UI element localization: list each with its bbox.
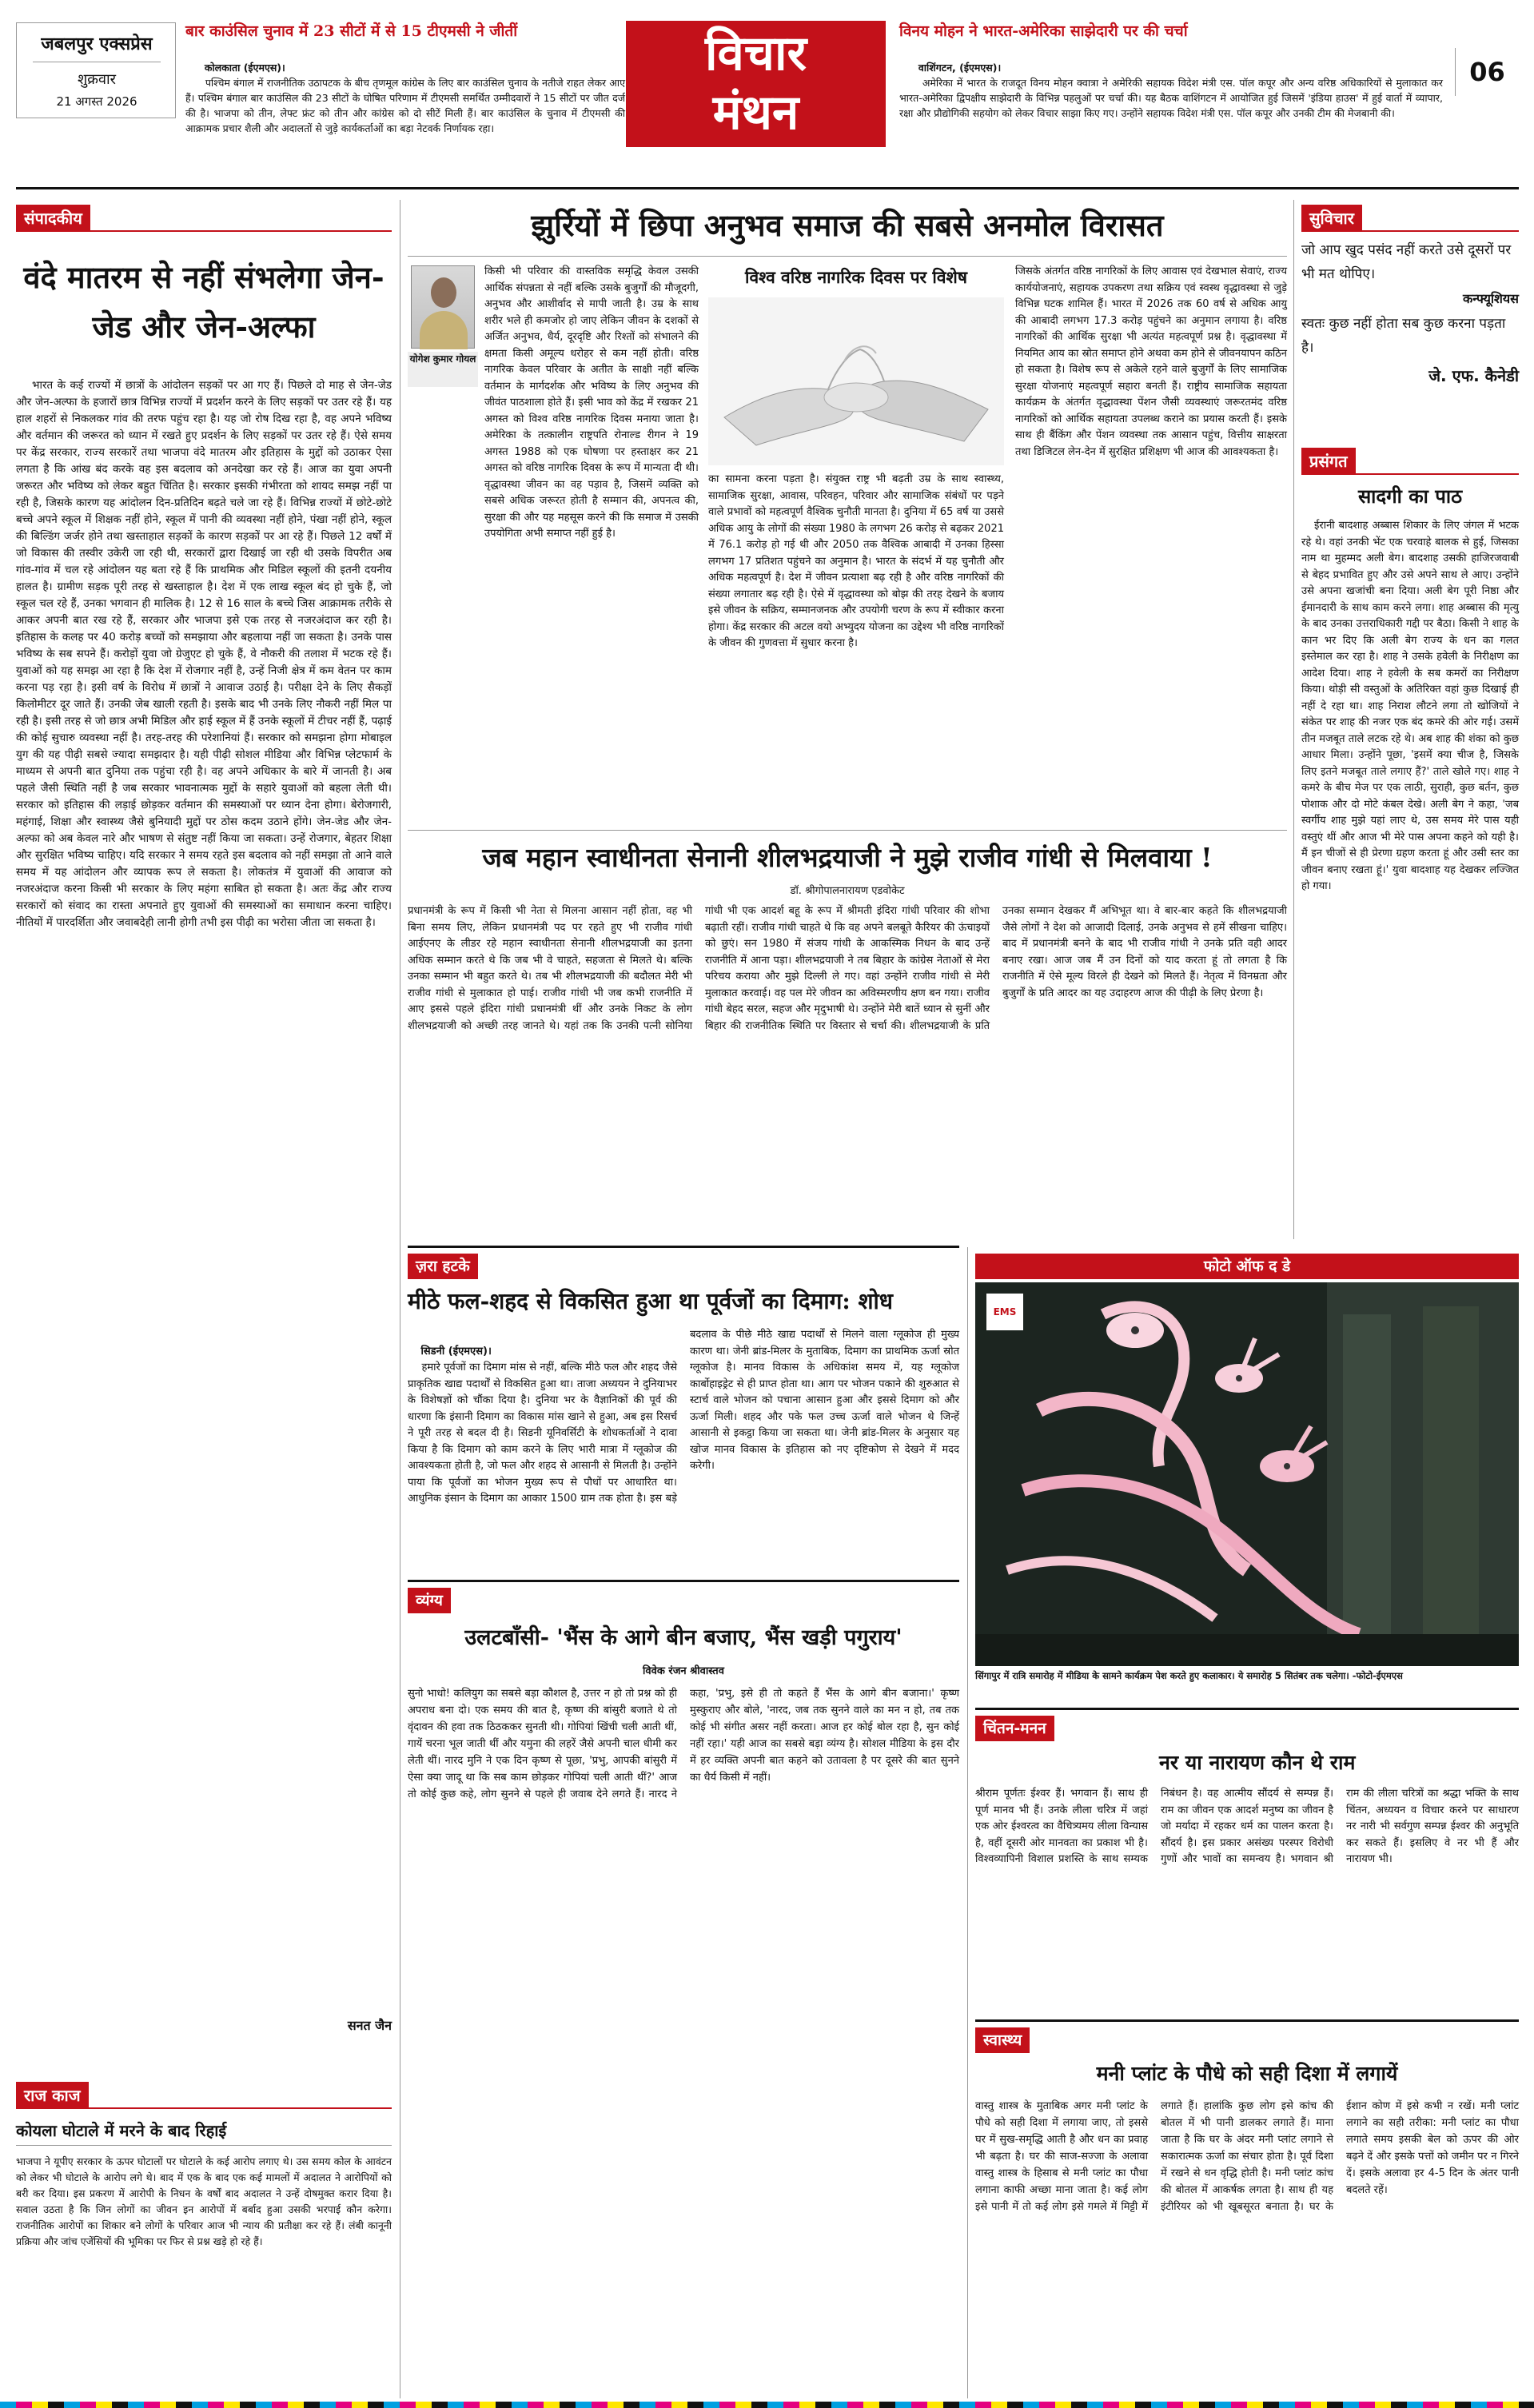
vyangya-label: व्यंग्य (408, 1588, 451, 1613)
color-registration-bar (0, 2402, 1534, 2408)
raj-kaaj-body: भाजपा ने यूपीए सरकार के ऊपर घोटालों पर घोटाले के कई आरोप लगाए थे। उस समय कोल के आवंटन को लेकर भी घोटाले के आरोप लगे थे। बाद में एक के बाद एक कई मामलों में अदालत ने आरोपियों को बरी कर दिया। इस प्रकरण में आरोपी के निधन के वर्षों बाद अदालत ने उन्हें दोषमुक्त करार दिया है। सवाल उठता है कि जिन लोगों का जीवन इन आरोपों में बर्बाद हुआ उसकी भरपाई कौन करेगा। राजनीतिक आरोपों का शिकार बने लोगों के परिवार आज भी न्याय की प्रतीक्षा कर रहे हैं। लंबी कानूनी प्रक्रिया और जांच एजेंसियों की भूमिका पर फिर से प्रश्न खड़े हो रहे हैं। (16, 2155, 395, 2247)
jara-hatke-text: हमारे पूर्वजों का दिमाग मांस से नहीं, बल्कि मीठे फल और शहद जैसे प्राकृतिक खाद्य पदार्थों से विकसित हुआ था। ताजा अध्ययन ने दुनियाभर के विशेषज्ञों को चौंका दिया है। दुनिया भर के वैज्ञानिकों की पूर्व की धारणा कि इंसानी दिमाग का विकास मांस खाने से हुआ, अब इस रिसर्च ने पूरी तरह से बदल दी है। सिडनी यूनिवर्सिटी के शोधकर्ताओं ने दावा किया है कि दिमाग को काम करने के लिए भारी मात्रा में ग्लूकोज की आवश्यकता होती है, जो फल और शहद से आसानी से मिलती है। उन्होंने पाया कि पूर्वजों का भोजन मुख्य रूप से पौधों पर आधारित था। आधुनिक इंसान के दिमाग का आकार 1500 ग्राम तक होता है। इस बड़े बदलाव के पीछे मीठे खाद्य पदार्थों से मिलने वाला ग्लूकोज ही मुख्य कारण था। जेनी ब्रांड-मिलर के मुताबिक, दिमाग का प्राथमिक ऊर्जा स्रोत ग्लूकोज है। मानव विकास के अधिकांश समय में, यह ग्लूकोज कार्बोहाइड्रेट से ही प्राप्त होता था। आग पर भोजन पकाने की शुरुआत से स्टार्च वाले भोजन को पचाना आसान हुआ और इससे दिमाग को और ऊर्जा मिली। शहद और पके फल उच्च ऊर्जा वाले भोजन थे जिन्हें आसानी से इकट्ठा किया जा सकता था। जेनी ब्रांड-मिलर के अनुसार यह खोज मानव विकास के इतिहास को नए दृष्टिकोण से देखने में मदद करेगी। (408, 1329, 963, 1505)
light-sculpture-image (975, 1282, 1519, 1666)
memoir-body: प्रधानमंत्री के रूप में किसी भी नेता से मिलना आसान नहीं होता, वह भी बिना समय लिए, लेकिन प्रधानमंत्री पद पर रहते हुए भी राजीव गांधी आईएनए के लीडर रहे महान स्वाधीनता सेनानी शीलभद्रयाजी का इतना अधिक सम्मान करते थे कि जब भी वे चाहते, सहजता से मिलते थे। बल्कि उनका सम्मान भी बहुत करते थे। तब भी शीलभद्रयाजी की बदौलत मेरी भी राजीव गांधी से मुलाकात हो पाई। राजीव गांधी भी जब कभी राजनीति में आए इससे पहले इंदिरा गांधी प्रधानमंत्री थीं और उनके निकट के लोग शीलभद्रयाजी को अच्छी तरह जानते थे। यहां तक कि उनकी पत्नी सोनिया गांधी भी एक आदर्श बहू के रूप में श्रीमती इंदिरा गांधी परिवार की शोभा बढ़ाती रहीं। राजीव गांधी चाहते थे कि वह अपने बलबूते कैरियर की ऊंचाइयों को छुएं। सन 1980 में संजय गांधी के आकस्मिक निधन के बाद उन्हें राजनीति में आना पड़ा। शीलभद्रयाजी ने तब बिहार के कांग्रेस नेताओं से मेरा परिचय कराया और मुझे दिल्ली ले गए। वहां उन्होंने राजीव गांधी से मेरी मुलाकात करवाई। वह पल मेरे जीवन का अविस्मरणीय क्षण बन गया। राजीव गांधी बेहद सरल, सहज और मृदुभाषी थे। उन्होंने मेरी बातें ध्यान से सुनीं और बिहार की राजनीतिक स्थिति पर विस्तार से चर्चा की। शीलभद्रयाजी के प्रति उनका सम्मान देखकर मैं अभिभूत था। वे बार-बार कहते कि शीलभद्रयाजी जैसे लोगों ने देश को आजादी दिलाई, उनके अनुभव से हमें सीखना चाहिए। बाद में प्रधानमंत्री बनने के बाद भी राजीव गांधी ने उनके प्रति वही आदर बनाए रखा। आज जब मैं उन दिनों को याद करता हूं तो लगता है कि राजनीति में ऐसे मूल्य विरले ही देखने को मिलते हैं। नेतृत्व में विनम्रता और बुजुर्गों के प्रति आदर का यह उदाहरण आज की पीढ़ी के लिए प्रेरणा है। (408, 905, 1291, 1032)
author-shoulders (420, 311, 468, 349)
vyangya-author: विवेक रंजन श्रीवास्तव (643, 1665, 724, 1677)
right-brief-title: विनय मोहन ने भारत-अमेरिका साझेदारी पर की चर्चा (899, 22, 1188, 40)
photo-caption: सिंगापुर में रात्रि समारोह में मीडिया के सामने कार्यक्रम पेश करते हुए कलाकार। ये समारोह 5 सितंबर तक चलेगा। -फोटो-ईएमएस (975, 1670, 1403, 1681)
right-brief-dateline: वाशिंगटन, (ईएमएस)। (918, 62, 1002, 74)
photo-label: फोटो ऑफ द डे (1203, 1258, 1291, 1275)
section-title-line2: मंथन (712, 85, 799, 141)
suvichar-quote1: जो आप खुद पसंद नहीं करते उसे दूसरों पर भी मत थोपिए। (1301, 242, 1512, 282)
swasthya-body: वास्तु शास्त्र के मुताबिक अगर मनी प्लांट के पौधे को सही दिशा में लगाया जाए, तो इससे घर में सुख-समृद्धि आती है और धन का प्रवाह भी बढ़ता है। घर की साज-सज्जा के अलावा वास्तु शास्त्र के हिसाब से मनी प्लांट का पौधा लगाना काफी अच्छा माना जाता है। कई लोग इसे पानी में तो कई लोग इसे गमले में मिट्टी में लगाते हैं। हालांकि कुछ लोग इसे कांच की बोतल में भी पानी डालकर लगाते हैं। माना जाता है कि घर के अंदर मनी प्लांट लगाने से सकारात्मक ऊर्जा का संचार होता है। पूर्व दिशा में रखने से धन वृद्धि होती है। मनी प्लांट कांच की बोतल में आकर्षक लगता है। साथ ही यह इंटीरियर को भी खूबसूरत बनाता है। घर के ईशान कोण में इसे कभी न रखें। मनी प्लांट लगाने का सही तरीका: मनी प्लांट का पौधा लगाते समय इसकी बेल को ऊपर की ओर बढ़ने दें और इसके पत्तों को जमीन पर न गिरने दें। इसके अलावा हर 4-5 दिन के अंतर पानी बदलते रहें। (975, 2100, 1523, 2213)
prasangat-body: ईरानी बादशाह अब्बास शिकार के लिए जंगल में भटक रहे थे। वहां उनकी भेंट एक चरवाहे बालक से हुई, जिसका नाम था मुहम्मद अली बेग। बादशाह उसकी हाजिरजवाबी से बेहद प्रभावित हुए और उसे अपने साथ ले आए। उन्होंने उसे अपना खजांची बना दिया। अली बेग पूरी निष्ठा और ईमानदारी के साथ काम करने लगा। शाह अब्बास की मृत्यु के बाद उनका उत्तराधिकारी गद्दी पर बैठा। किसी ने शाह के कान भर दिए कि अली बेग राज्य के धन का गलत इस्तेमाल कर रहा है। शाह ने उसके हवेली के निरीक्षण का आदेश दिया। शाह ने हवेली के सब कमरों का निरीक्षण किया। थोड़ी सी वस्तुओं के अतिरिक्त वहां कुछ दिखाई ही नहीं दे रहा था। शाह निराश लौटने लगा तो खोजियों ने संकेत पर शाह की नजर एक बंद कमरे की ओर गई। उसमें तीन मजबूत ताले लटक रहे थे। अब शाह की शंका को कुछ आधार मिला। उन्होंने पूछा, 'इसमें क्या चीज है, जिसके लिए इतने मजबूत ताले लगाए हैं?' ताले खोले गए। शाह ने कमरे के बीच मेज पर एक लाठी, सुराही, कुछ बर्तन, कुछ पोशाक और दो मोटे कंबल देखे। अली बेग ने कहा, 'जब स्वर्गीय शाह मुझे यहां लाए थे, उस समय मेरे पास यही वस्तुएं थीं और आज भी मेरे पास अपना कहने को यही है। मैं इन चीजों से ही प्रेरणा ग्रहण करता हूं और उसी स्तर का जीवन बनाए रखता हूं।' युवा बादशाह यह देखकर लज्जित हो गया। (1301, 520, 1523, 892)
issue-date: 21 अगस्त 2026 (56, 94, 137, 109)
lead-author: योगेश कुमार गोयल (408, 352, 478, 387)
right-brief (899, 21, 1446, 133)
left-brief-dateline: कोलकाता (ईएमएस)। (204, 62, 285, 74)
memoir-title: जब महान स्वाधीनता सेनानी शीलभद्रयाजी ने मुझे राजीव गांधी से मिलवाया ! (482, 842, 1213, 873)
lead-article (408, 200, 1291, 823)
masthead (0, 0, 1534, 144)
vyangya-body: सुनो भाधो! कलियुग का सबसे बड़ा कौशल है, उत्तर न हो तो प्रश्न को ही अपराध बना दो। एक समय की बात है, कृष्ण की बांसुरी बजाते थे तो वृंदावन की हवा तक ठिठककर सुनती थी। गोपियां खिंची चली आती थीं, गायें चरना भूल जाती थीं और यमुना की लहरें जैसे अपनी चाल धीमी कर लेती थीं। नारद मुनि ने एक दिन कृष्ण से पूछा, 'प्रभु, आपकी बांसुरी में ऐसा क्या जादू था कि सब काम छोड़कर गोपियां चली आती थीं?' आज तो कोई कुछ कहे, लोग सुनने से पहले ही जवाब देने लगते हैं। नारद ने कहा, 'प्रभु, इसे ही तो कहते हैं भैंस के आगे बीन बजाना।' कृष्ण मुस्कुराए और बोले, 'नारद, जब तक सुनने वाले का मन न हो, तब तक कोई भी संगीत असर नहीं करता। आज हर कोई बोल रहा है, सुन कोई नहीं रहा।' यही आज का सबसे बड़ा व्यंग्य है। सोशल मीडिया के इस दौर में हर व्यक्ति अपनी बात कहने को उतावला है पर दूसरे की बात सुनने का धैर्य किसी में नहीं। (408, 1688, 963, 1800)
jara-hatke-label: ज़रा हटके (408, 1254, 478, 1279)
editorial-label-bar (16, 205, 392, 232)
masthead-rule (16, 187, 1519, 189)
photo-of-day (975, 1254, 1519, 1701)
author-photo (411, 265, 475, 349)
paper-name: जबलपुर एक्सप्रेस (41, 34, 153, 54)
jara-hatke-article (408, 1254, 963, 1573)
section-banner (626, 21, 886, 147)
raj-kaaj-title: कोयला घोटाले में मरने के बाद रिहाई (16, 2117, 392, 2146)
photo-badge: EMS (986, 1294, 1023, 1330)
suvichar-author1: कन्फ्यूशियस (1462, 291, 1519, 306)
left-brief-title: बार काउंसिल चुनाव में 23 सीटों में से 15 टीएमसी ने जीतीं (185, 22, 518, 40)
raj-kaaj-section (16, 2082, 395, 2402)
left-brief (185, 21, 625, 133)
prasangat-label: प्रसंगत (1301, 448, 1356, 475)
page-number: 06 (1455, 48, 1519, 96)
lead-col2: का सामना करना पड़ता है। संयुक्त राष्ट्र भी बढ़ती उम्र के साथ स्वास्थ्य, सामाजिक सुरक्षा, आवास, परिवहन, परिवार और सामाजिक संबंधों पर पड़ने वाले प्रभावों को महत्वपूर्ण वैश्विक चुनौती मानता है। दुनिया में 65 वर्ष या उससे अधिक आयु के लोगों की संख्या 1980 के लगभग 26 करोड़ से बढ़कर 2021 में 76.1 करोड़ हो गई थी और 2050 तक वैश्विक आबादी में उनका हिस्सा लगभग 17 प्रतिशत पहुंचने का अनुमान है। भारत के संदर्भ में यह चुनौती और अधिक महत्वपूर्ण है। देश में जीवन प्रत्याशा बढ़ रही है और वरिष्ठ नागरिकों की संख्या लगातार बढ़ रही है। ऐसे में वृद्धावस्था को बोझ की तरह देखने के बजाय इसे जीवन के सक्रिय, सम्मानजनक और उपयोगी चरण के रूप में स्वीकार करना होगा। केंद्र सरकार की अटल वयो अभ्युदय योजना का उद्देश्य भी वरिष्ठ नागरिकों के जीवन की गुणवत्ता में सुधार करना है। (708, 473, 1008, 649)
editorial-title: वंदे मातरम से नहीं संभलेगा जेन-जेड और जेन-अल्फा (23, 259, 384, 345)
paper-name-box (16, 22, 176, 118)
suvichar-section (1301, 200, 1519, 440)
right-brief-text: अमेरिका में भारत के राजदूत विनय मोहन क्वात्रा ने अमेरिकी सहायक विदेश मंत्री एस. पॉल कपूर और अन्य वरिष्ठ अधिकारियों से मुलाकात कर भारत-अमेरिका द्विपक्षीय साझेदारी के विभिन्न पहलुओं पर चर्चा की। यह बैठक वाशिंगटन में आयोजित हुई जिसमें 'इंडिया हाउस' में हुई वार्ता में व्यापार, रक्षा और प्रौद्योगिकी सहयोग को लेकर विचार साझा किए गए। उन्होंने सहायक विदेश मंत्री एस. पॉल कपूर और उनकी टीम की मेजबानी की। (899, 77, 1446, 119)
suvichar-author2: जे. एफ. कैनेडी (1428, 366, 1519, 385)
lead-title: झुर्रियों में छिपा अनुभव समाज की सबसे अनमोल विरासत (531, 207, 1164, 243)
jara-hatke-body (408, 1327, 963, 1572)
editorial-author: सनत जैन (347, 2018, 392, 2033)
editorial-body: भारत के कई राज्यों में छात्रों के आंदोलन सड़कों पर आ गए हैं। पिछले दो माह से जेन-जेड और जेन-अल्फा के हजारों छात्र विभिन्न राज्यों में प्रदर्शन करने के लिए सड़कों पर उतर रहे हैं। यह हाल शहरों से निकलकर गांव की तरफ पहुंच रहा है। यह जो रोष दिख रहा है, वह अपने भविष्य और वर्तमान की जरूरत को ध्यान में रखते हुए प्रदर्शन के लिए सड़कों पर उतर रहे हैं। ऐसे समय पर केंद्र सरकार, राज्य सरकारें तथा भाजपा वंदे मातरम और इतिहास के मुद्दों को उठाकर ऐसा लगता है कि आंख बंद करके वह इस बदलाव को अनदेखा कर रहे हैं। आज का युवा अपनी जरूरत और भविष्य को लेकर बहुत चिंतित है। सरकार इसकी गंभीरता को शायद समझ नहीं पा रही है, जिसके कारण यह आंदोलन दिन-प्रतिदिन बढ़ते चले जा रहे हैं। विभिन्न राज्यों में छोटे-छोटे बच्चे अपने स्कूल में शिक्षक नहीं होने, स्कूल में पानी की व्यवस्था नहीं होने, पंखा नहीं होने, स्कूल की बिल्डिंग जर्जर होने तथा खस्ताहाल सड़कों के कारण सड़कों पर आ रहे हैं। पिछले 12 वर्षों में जो विकास की तस्वीर उकेरी जा रही थी, सरकारों द्वारा दिखाई जा रही थी उसके विपरीत अब गांव-गांव में चल रहे आंदोलन यह बता रहे हैं कि प्राथमिक और मिडिल स्कूलों की इतनी दयनीय हालत है। ग्रामीण सड़क पूरी तरह से खस्ताहाल है। देश में एक लाख स्कूल बंद हो चुके हैं, जो स्कूल चल रहे हैं, उनका भगवान ही मालिक है। 12 से 16 साल के बच्चे जिस आक्रामक तरीके से आकर अपनी बात रख रहे हैं, सरकार और भाजपा इसे एक तरह से नजरअंदाज कर रही है। इतिहास के कलह पर 40 करोड़ बच्चों को समझाया और बहलाया नहीं जा सकता है। उनके पास भविष्य के सब सपने हैं। करोड़ों युवा जो ग्रेजुएट हो चुके हैं, वे नौकरी की तलाश में भटक रहे हैं। युवाओं को यह समझ आ रहा है कि देश में रोजगार नहीं है, उन्हें निजी क्षेत्र में कम वेतन पर काम करना पड़ रहा है। इसी वर्ष के विरोध में छात्रों ने आवाज उठाई है। परीक्षा देने के लिए सैकड़ों किलोमीटर दूर जाते हैं। उनकी जेब खाली रहती है। इसके बाद भी उनके लिए नौकरी नहीं मिल पा रही है। इसी तरह से जो छात्र अभी मिडिल और हाई स्कूल में हैं उनके स्कूलों में टीचर नहीं हैं, पढ़ाई की कोई सुचारु व्यवस्था नहीं है। तरह-तरह की परेशानियां हैं। सरकार को समझना होगा मोबाइल युग की यह पीढ़ी सबसे ज्यादा समझदार है। यही पीढ़ी सोशल मीडिया और विभिन्न प्लेटफार्म के माध्यम से अपनी बात दुनिया तक पहुंचा रही है। वह अपने अधिकार के बारे में जानती है। अब पहले जैसी स्थिति नहीं है जब सरकार भावनात्मक मुद्दों के सहारे युवाओं को बहला लेती थी। सरकार को इतिहास की लड़ाई छोड़कर वर्तमान की समस्याओं पर ध्यान देना होगा। बेरोजगारी, महंगाई, शिक्षा और स्वास्थ्य जैसे बुनियादी मुद्दों पर ठोस कदम उठाने होंगे। जेन-जेड और जेन-अल्फा को अब केवल नारे और भाषण से संतुष्ट नहीं किया जा सकता। उन्हें रोजगार, बेहतर शिक्षा और सुरक्षित भविष्य चाहिए। यदि सरकार ने समय रहते इस बदलाव को नहीं समझा तो आने वाले समय में यह आंदोलन और व्यापक रूप ले सकता है। लोकतंत्र में युवाओं की आवाज को नजरअंदाज करना किसी भी सरकार के लिए महंगा साबित हो सकता है। अतः केंद्र और राज्य सरकारों को संवाद का रास्ता अपनाते हुए युवाओं की समस्याओं का समाधान करना चाहिए। नीतियों में पारदर्शिता और जवाबदेही लानी होगी तभी इस पीढ़ी का भरोसा जीता जा सकता है। (16, 379, 396, 929)
chintan-label: चिंतन-मनन (975, 1716, 1054, 1741)
swasthya-title: मनी प्लांट के पौधे को सही दिशा में लगायें (1096, 2062, 1398, 2085)
raj-kaaj-label: राज काज (16, 2082, 89, 2109)
section-title-line1: विचार (704, 26, 807, 82)
memoir-author: डॉ. श्रीगोपालनारायण एडवोकेट (790, 885, 905, 897)
issue-day: शुक्रवार (77, 71, 117, 88)
lead-kicker: विश्व वरिष्ठ नागरिक दिवस पर विशेष (745, 267, 967, 287)
memoir-article (408, 835, 1291, 1242)
hands-drawing (708, 297, 1004, 465)
lead-col1: किसी भी परिवार की वास्तविक समृद्धि केवल उसकी आर्थिक संपन्नता से नहीं बल्कि उसके बुजुर्गों की मौजूदगी, अनुभव और आशीर्वाद से मापी जाती है। उम्र के साथ शरीर भले ही कमजोर हो जाए लेकिन जीवन के दशकों से अर्जित अनुभव, धैर्य, दूरदृष्टि और रिश्तों को संभालने की क्षमता किसी अमूल्य धरोहर से कम नहीं होती। वरिष्ठ नागरिक केवल परिवार के अतीत के साक्षी नहीं बल्कि वर्तमान के मार्गदर्शक और भविष्य के लिए अनुभव की जीवंत पाठशाला होते हैं। इसी भाव को केंद्र में रखकर 21 अगस्त को विश्व वरिष्ठ नागरिक दिवस मनाया जाता है। अमेरिका के तत्कालीन राष्ट्रपति रोनाल्ड रीगन ने 19 अगस्त 1988 को एक घोषणा पर हस्ताक्षर कर 21 अगस्त को वरिष्ठ नागरिक दिवस के रूप में मान्यता दी थी। वृद्धावस्था जीवन का वह पड़ाव है, जिसमें व्यक्ति को सबसे अधिक जरूरत होती है सम्मान की, अपनत्व की, सुरक्षा की और यह महसूस करने की कि समाज में उसकी उपयोगिता अभी समाप्त नहीं हुई है। (484, 265, 703, 540)
hands-illustration (708, 297, 1004, 465)
editorial-label: संपादकीय (16, 205, 90, 232)
vyangya-title: उलटबाँसी- 'भैंस के आगे बीन बजाए, भैंस खड़ी पगुराय' (464, 1625, 902, 1650)
prasangat-section (1301, 448, 1523, 1239)
vyangya-article (408, 1588, 963, 2395)
prasangat-title: सादगी का पाठ (1357, 484, 1463, 508)
suvichar-label: सुविचार (1301, 205, 1362, 232)
left-brief-text: पश्चिम बंगाल में राजनीतिक उठापटक के बीच तृणमूल कांग्रेस के लिए बार काउंसिल चुनाव के नतीजे राहत लेकर आए हैं। पश्चिम बंगाल बार काउंसिल की 23 सीटों के घोषित परिणाम में टीएमसी समर्थित उम्मीदवारों ने 15 सीटों पर जीत दर्ज की है। भाजपा को तीन, लेफ्ट फ्रंट को तीन और कांग्रेस को दो सीटें मिली हैं। बार काउंसिल के चुनाव में टीएमसी की आक्रामक प्रचार शैली और अदालतों से जुड़े कार्यकर्ताओं का बड़ा नेटवर्क निर्णायक रहा। (185, 77, 625, 134)
chintan-article (975, 1716, 1523, 2011)
chintan-body: श्रीराम पूर्णतः ईश्वर हैं। भगवान हैं। साथ ही पूर्ण मानव भी हैं। उनके लीला चरित्र में जहां एक ओर ईश्वरत्व का वैचित्र्यमय लीला विन्यास है, वहीं दूसरी ओर मानवता का प्रकाश भी है। विश्वव्यापिनी विशाल प्रशस्ति के साथ सम्यक निबंधन है। वह आत्मीय सौंदर्य से सम्पन्न हैं। राम का जीवन एक आदर्श मनुष्य का जीवन है जो मर्यादा में रहकर धर्म का पालन करता है। सौंदर्य है। इस प्रकार असंख्य परस्पर विरोधी गुणों और भावों का समन्वय है। भगवान श्री राम की लीला चरित्रों का श्रद्धा भक्ति के साथ चिंतन, अध्ययन व विचार करने पर साधारण नर नारी भी सर्वगुण सम्पन्न ईश्वर की अनुभूति कर सकते हैं। इसलिए वे नर भी हैं और नारायण भी। (975, 1788, 1523, 1865)
jara-hatke-title: मीठे फल-शहद से विकसित हुआ था पूर्वजों का दिमाग: शोध (408, 1288, 893, 1314)
editorial-section (16, 200, 396, 2071)
photo-image (975, 1282, 1519, 1666)
suvichar-quote2: स्वतः कुछ नहीं होता सब कुछ करना पड़ता है। (1301, 316, 1506, 356)
lead-col3: जिसके अंतर्गत वरिष्ठ नागरिकों के लिए आवास एवं देखभाल सेवाएं, राज्य कार्ययोजनाएं, सहायक उपकरण तथा सक्रिय एवं स्वस्थ वृद्धावस्था से जुड़े विभिन्न घटक शामिल हैं। भारत में 2026 तक 60 वर्ष से अधिक आयु की आबादी लगभग 17.3 करोड़ पहुंचने का अनुमान लगाया है। वरिष्ठ नागरिकों की आर्थिक सुरक्षा भी अत्यंत महत्वपूर्ण प्रश्न है। वृद्धावस्था में नियमित आय का स्रोत समाप्त होने अथवा कम होने से जीवनयापन कठिन हो सकता है। विशेष रूप से अकेले रहने वाले बुजुर्गों के लिए सामाजिक सुरक्षा योजनाएं महत्वपूर्ण सहारा बनती हैं। राष्ट्रीय सामाजिक सहायता कार्यक्रम के अंतर्गत वृद्धावस्था पेंशन जैसी व्यवस्थाएं जरूरतमंद वरिष्ठ नागरिकों को आर्थिक सहायता उपलब्ध कराने का प्रयास करती हैं। इसके साथ ही बैंकिंग और पेंशन व्यवस्था तक आसान पहुंच, वित्तीय साक्षरता तथा डिजिटल लेन-देन में सुरक्षित प्रशिक्षण भी आज की आवश्यकता है। (1015, 265, 1291, 458)
swasthya-label: स्वास्थ्य (975, 2027, 1030, 2053)
author-head (431, 277, 456, 308)
chintan-title: नर या नारायण कौन थे राम (1159, 1751, 1356, 1774)
jara-hatke-dateline: सिडनी (ईएमएस)। (420, 1345, 492, 1357)
swasthya-article (975, 2027, 1523, 2403)
